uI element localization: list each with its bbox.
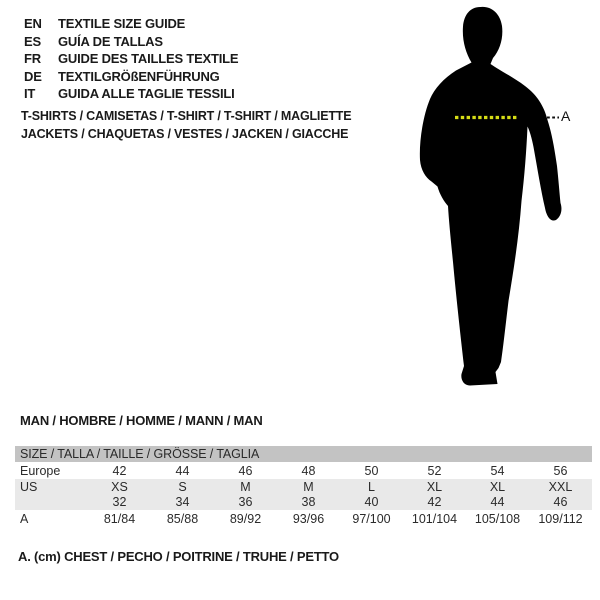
table-cell: 81/84	[103, 512, 136, 526]
table-cell: XXL	[548, 479, 573, 494]
language-title: TEXTILE SIZE GUIDE	[58, 16, 186, 31]
table-cell: 46	[238, 463, 253, 478]
table-cell: L	[368, 479, 375, 494]
table-cell: 48	[301, 463, 316, 478]
table-row-us	[15, 479, 592, 510]
language-row-it	[24, 85, 238, 103]
language-row-de	[24, 68, 238, 86]
table-cell: S	[178, 479, 187, 494]
table-cell: 101/104	[411, 512, 458, 526]
table-cell: 32	[112, 495, 127, 510]
language-list	[24, 15, 238, 103]
man-silhouette-shape	[420, 7, 562, 386]
measurement-footnote: A. (cm) CHEST / PECHO / POITRINE / TRUHE / PETTO	[18, 549, 339, 564]
language-code: FR	[24, 51, 41, 66]
measure-label-a: A	[561, 108, 571, 124]
language-row-fr	[24, 50, 238, 68]
table-cell: 42	[112, 463, 127, 478]
language-row-es	[24, 33, 238, 51]
table-cell: M	[303, 479, 314, 494]
table-cell: 46	[553, 495, 568, 510]
table-cell: 38	[301, 495, 316, 510]
language-title: GUÍA DE TALLAS	[58, 33, 163, 49]
table-row-us-numbers	[15, 495, 592, 511]
category-line-jackets: JACKETS / CHAQUETAS / VESTES / JACKEN / GIACCHE	[21, 127, 349, 141]
row-label: A	[20, 512, 29, 526]
category-list	[21, 107, 351, 143]
table-row-a	[15, 510, 592, 528]
category-line-tshirts: T-SHIRTS / CAMISETAS / T-SHIRT / T-SHIRT / MAGLIETTE	[21, 109, 352, 123]
table-cell: XS	[111, 479, 128, 494]
language-code: IT	[24, 86, 36, 101]
table-cell: 93/96	[292, 512, 325, 526]
table-cell: 44	[175, 463, 190, 478]
man-silhouette-figure	[395, 0, 575, 395]
table-cell: 97/100	[352, 512, 391, 526]
language-code: ES	[24, 33, 41, 49]
language-title: GUIDE DES TAILLES TEXTILE	[58, 51, 239, 66]
table-cell: 42	[427, 495, 442, 510]
row-label: US	[20, 479, 38, 494]
table-cell: 44	[490, 495, 505, 510]
language-title: TEXTILGRÖßENFÜHRUNG	[58, 68, 220, 84]
size-table-header: SIZE / TALLA / TAILLE / GRÖSSE / TAGLIA	[15, 446, 592, 462]
table-cell: XL	[426, 479, 443, 494]
table-cell: XL	[489, 479, 506, 494]
table-cell: 34	[175, 495, 190, 510]
language-code: DE	[24, 68, 42, 84]
table-cell: 54	[490, 463, 505, 478]
man-section-heading: MAN / HOMBRE / HOMME / MANN / MAN	[20, 413, 263, 428]
table-cell: 50	[364, 463, 379, 478]
table-cell: 109/112	[538, 512, 583, 526]
man-silhouette-svg	[395, 0, 575, 395]
table-row-us-letters	[15, 479, 592, 495]
table-cell: 52	[427, 463, 442, 478]
table-row-europe	[15, 462, 592, 479]
row-label: Europe	[20, 463, 61, 478]
table-cell: 85/88	[166, 512, 199, 526]
table-cell: 56	[553, 463, 568, 478]
table-cell: 105/108	[474, 512, 521, 526]
table-cell: M	[240, 479, 251, 494]
language-title: GUIDA ALLE TAGLIE TESSILI	[58, 86, 235, 101]
language-row-en	[24, 15, 238, 33]
table-cell: 89/92	[229, 512, 262, 526]
table-cell: 40	[364, 495, 379, 510]
size-table	[15, 446, 592, 528]
language-code: EN	[24, 16, 42, 31]
table-cell: 36	[238, 495, 253, 510]
